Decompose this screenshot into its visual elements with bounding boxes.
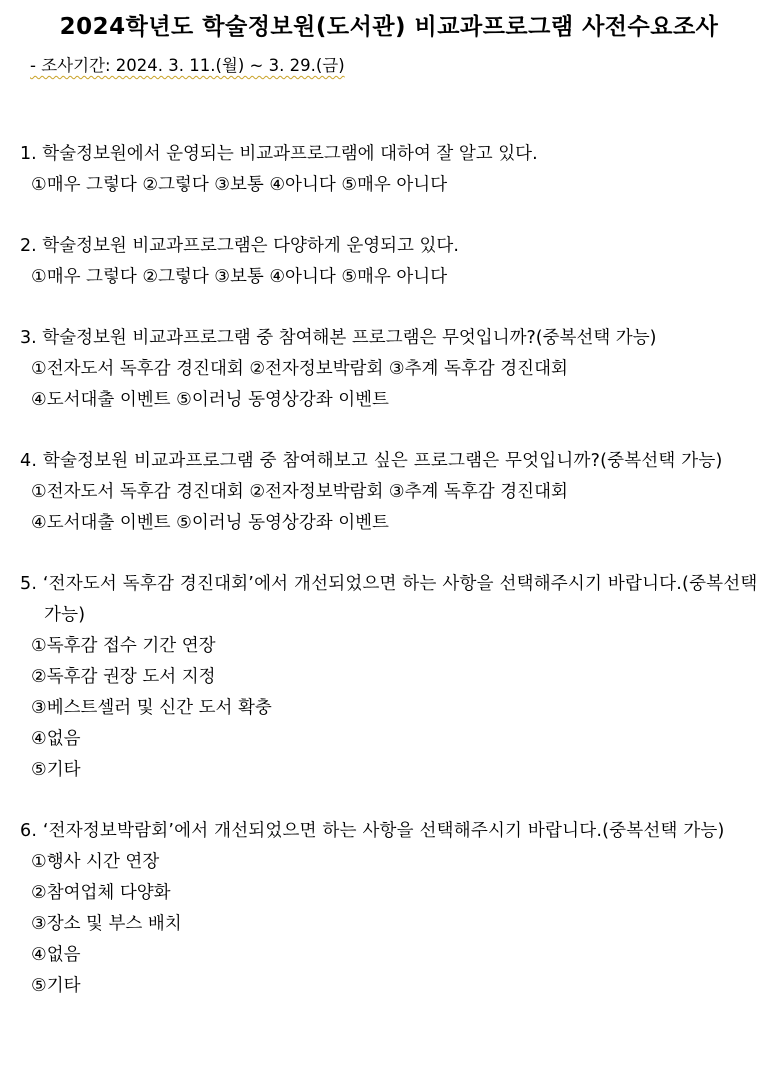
- question-6-text: 6. ‘전자정보박람회’에서 개선되었으면 하는 사항을 선택해주시기 바랍니다.(중복선택 가능): [20, 821, 725, 841]
- question-5-option: ①독후감 접수 기간 연장: [31, 636, 216, 656]
- question-5-option: ④없음: [31, 729, 81, 749]
- survey-period: [30, 52, 345, 76]
- question-5-text: 5. ‘전자도서 독후감 경진대회’에서 개선되었으면 하는 사항을 선택해주시기 바랍니다.(중복선택 가능): [20, 574, 758, 625]
- survey-period-text: - 조사기간: 2024. 3. 11.(월) ~ 3. 29.(금): [30, 56, 345, 75]
- question-2-options: ①매우 그렇다 ②그렇다 ③보통 ④아니다 ⑤매우 아니다: [31, 267, 448, 287]
- question-6-option: ①행사 시간 연장: [31, 852, 160, 872]
- question-4: [20, 446, 760, 539]
- question-list: [20, 139, 760, 1032]
- question-1-options: ①매우 그렇다 ②그렇다 ③보통 ④아니다 ⑤매우 아니다: [31, 175, 448, 195]
- question-5-option: ③베스트셀러 및 신간 도서 확충: [31, 698, 272, 718]
- question-6-option: ④없음: [31, 945, 81, 965]
- question-3-option-line: ①전자도서 독후감 경진대회 ②전자정보박람회 ③추계 독후감 경진대회: [31, 359, 568, 379]
- question-6-option: ②참여업체 다양화: [31, 883, 171, 903]
- question-2-text: 2. 학술정보원 비교과프로그램은 다양하게 운영되고 있다.: [20, 236, 459, 256]
- question-4-text: 4. 학술정보원 비교과프로그램 중 참여해보고 싶은 프로그램은 무엇입니까?(중복선택 가능): [20, 451, 723, 471]
- document-title: 2024학년도 학술정보원(도서관) 비교과프로그램 사전수요조사: [59, 14, 719, 40]
- question-5-option: ②독후감 권장 도서 지정: [31, 667, 216, 687]
- question-3-option-line: ④도서대출 이벤트 ⑤이러닝 동영상강좌 이벤트: [31, 390, 389, 410]
- question-3-text: 3. 학술정보원 비교과프로그램 중 참여해본 프로그램은 무엇입니까?(중복선택 가능): [20, 328, 657, 348]
- question-3: [20, 323, 760, 416]
- question-6-option: ③장소 및 부스 배치: [31, 914, 182, 934]
- question-6-option: ⑤기타: [31, 976, 81, 996]
- question-5-option: ⑤기타: [31, 760, 81, 780]
- question-2: [20, 231, 760, 293]
- question-4-option-line: ①전자도서 독후감 경진대회 ②전자정보박람회 ③추계 독후감 경진대회: [31, 482, 568, 502]
- question-6: [20, 816, 760, 1002]
- question-5: [20, 569, 760, 786]
- question-1-text: 1. 학술정보원에서 운영되는 비교과프로그램에 대하여 잘 알고 있다.: [20, 144, 538, 164]
- question-4-option-line: ④도서대출 이벤트 ⑤이러닝 동영상강좌 이벤트: [31, 513, 389, 533]
- question-1: [20, 139, 760, 201]
